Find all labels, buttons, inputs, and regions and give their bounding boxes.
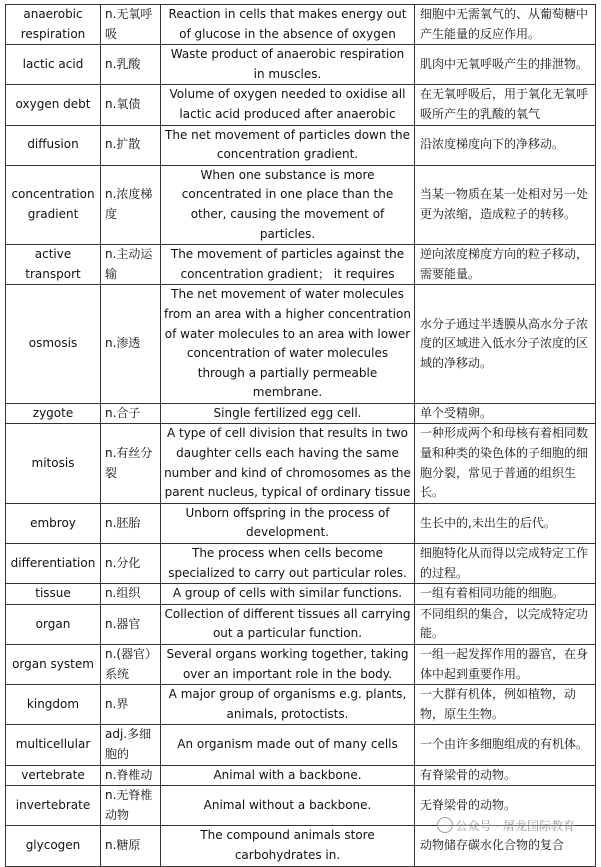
definition-cell: Animal with a backbone.: [161, 765, 415, 786]
chinese-definition-cell: 逆向浓度梯度方向的粒子移动，需要能量。: [415, 245, 596, 285]
definition-cell: The movement of particles against the concentration gradient； it requires: [161, 245, 415, 285]
table-row: [6, 604, 596, 644]
definition-cell: A major group of organisms e.g. plants, animals, protoctists.: [161, 685, 415, 725]
definition-cell: The net movement of water molecules from an area with a higher concentration of water molecules to an area with lower concentration of water molecules through a partially permeable membrane.: [161, 285, 415, 404]
term-cell: mitosis: [6, 424, 101, 503]
definition-cell: Several organs working together, taking over an important role in the body.: [161, 645, 415, 685]
chinese-definition-cell: 当某一物质在某一处相对另一处更为浓缩，造成粒子的转移。: [415, 165, 596, 244]
term-cell: glycogen: [6, 826, 101, 866]
chinese-definition-cell: 一组一起发挥作用的器官，在身体中起到重要作用。: [415, 645, 596, 685]
table-row: [6, 584, 596, 605]
term-cell: diffusion: [6, 125, 101, 165]
chinese-definition-cell: 一个由许多细胞组成的有机体。: [415, 725, 596, 765]
definition-cell: Waste product of anaerobic respiration in muscles.: [161, 45, 415, 85]
chinese-definition-cell: 生长中的,未出生的后代。: [415, 503, 596, 543]
table-row: [6, 645, 596, 685]
chinese-definition-cell: 一大群有机体，例如植物，动物，原生生物。: [415, 685, 596, 725]
term-cell: osmosis: [6, 285, 101, 404]
term-cell: zygote: [6, 403, 101, 424]
definition-cell: Unborn offspring in the process of development.: [161, 503, 415, 543]
definition-cell: Collection of different tissues all carrying out a particular function.: [161, 604, 415, 644]
chinese-definition-cell: 一组有着相同功能的细胞。: [415, 584, 596, 605]
definition-cell: The compound animals store carbohydrates in.: [161, 826, 415, 866]
pos-cell: n.界: [101, 685, 161, 725]
watermark-text: 公众号 · 屠龙国际教育: [455, 819, 575, 833]
pos-cell: n.浓度梯度: [101, 165, 161, 244]
pos-cell: n.组织: [101, 584, 161, 605]
definition-cell: Volume of oxygen needed to oxidise all lactic acid produced after anaerobic: [161, 85, 415, 125]
pos-cell: n.(器官）系统: [101, 645, 161, 685]
table-row: [6, 5, 596, 45]
term-cell: organ: [6, 604, 101, 644]
table-row: [6, 424, 596, 503]
chinese-definition-cell: 有脊梁骨的动物。: [415, 765, 596, 786]
table-row: [6, 45, 596, 85]
chinese-definition-cell: 无脊梁骨的动物。: [415, 786, 596, 826]
chinese-definition-cell: 单个受精卵。: [415, 403, 596, 424]
term-cell: kingdom: [6, 685, 101, 725]
definition-cell: Reaction in cells that makes energy out of glucose in the absence of oxygen: [161, 5, 415, 45]
term-cell: multicellular: [6, 725, 101, 765]
pos-cell: n.有丝分裂: [101, 424, 161, 503]
term-cell: invertebrate: [6, 786, 101, 826]
definition-cell: The process when cells become specialized to carry out particular roles.: [161, 544, 415, 584]
pos-cell: n.无氧呼吸: [101, 5, 161, 45]
table-row: [6, 165, 596, 244]
table-row: [6, 503, 596, 543]
definition-cell: Single fertilized egg cell.: [161, 403, 415, 424]
pos-cell: n.合子: [101, 403, 161, 424]
term-cell: anaerobic respiration: [6, 5, 101, 45]
definition-cell: When one substance is more concentrated in one place than the other, causing the movement of particles.: [161, 165, 415, 244]
definition-cell: The net movement of particles down the concentration gradient.: [161, 125, 415, 165]
chinese-definition-cell: 细胞特化从而得以完成特定工作的过程。: [415, 544, 596, 584]
term-cell: differentiation: [6, 544, 101, 584]
term-cell: tissue: [6, 584, 101, 605]
pos-cell: n.器官: [101, 604, 161, 644]
chinese-definition-cell: 肌肉中无氧呼吸产生的排泄物。: [415, 45, 596, 85]
term-cell: lactic acid: [6, 45, 101, 85]
pos-cell: n.主动运输: [101, 245, 161, 285]
table-row: [6, 125, 596, 165]
chinese-definition-cell: 一种形成两个和母核有着相同数量和种类的染色体的子细胞的细胞分裂，常见于普通的组织生长。: [415, 424, 596, 503]
table-row: [6, 403, 596, 424]
pos-cell: n.无脊椎动物: [101, 786, 161, 826]
chinese-definition-cell: 细胞中无需氧气的、从葡萄糖中产生能量的反应作用。: [415, 5, 596, 45]
definition-cell: Animal without a backbone.: [161, 786, 415, 826]
term-cell: concentration gradient: [6, 165, 101, 244]
pos-cell: n.分化: [101, 544, 161, 584]
table-row: [6, 725, 596, 765]
chinese-definition-cell: 水分子通过半透膜从高水分子浓度的区域进入低水分子浓度的区域的净移动。: [415, 285, 596, 404]
definition-cell: A type of cell division that results in two daughter cells each having the same number and kind of chromosomes as the parent nucleus, typical of ordinary tissue: [161, 424, 415, 503]
table-row: [6, 544, 596, 584]
table-row: [6, 285, 596, 404]
pos-cell: n.渗透: [101, 285, 161, 404]
pos-cell: n.氧债: [101, 85, 161, 125]
term-cell: embroy: [6, 503, 101, 543]
pos-cell: n.胚胎: [101, 503, 161, 543]
wechat-icon: [437, 817, 453, 833]
pos-cell: adj.多细胞的: [101, 725, 161, 765]
pos-cell: n.糖原: [101, 826, 161, 866]
pos-cell: n.乳酸: [101, 45, 161, 85]
chinese-definition-cell: 沿浓度梯度向下的净移动。: [415, 125, 596, 165]
vocabulary-table: [5, 4, 596, 867]
term-cell: oxygen debt: [6, 85, 101, 125]
chinese-definition-cell: 动物储存碳水化合物的复合: [415, 826, 596, 866]
pos-cell: n.扩散: [101, 125, 161, 165]
term-cell: organ system: [6, 645, 101, 685]
pos-cell: n.脊椎动: [101, 765, 161, 786]
definition-cell: An organism made out of many cells: [161, 725, 415, 765]
chinese-definition-cell: 不同组织的集合，以完成特定功能。: [415, 604, 596, 644]
table-row: [6, 685, 596, 725]
term-cell: vertebrate: [6, 765, 101, 786]
definition-cell: A group of cells with similar functions.: [161, 584, 415, 605]
table-row: [6, 245, 596, 285]
table-row: [6, 85, 596, 125]
watermark: [437, 817, 575, 834]
chinese-definition-cell: 在无氧呼吸后，用于氧化无氧呼吸所产生的乳酸的氧气: [415, 85, 596, 125]
term-cell: active transport: [6, 245, 101, 285]
table-row: [6, 765, 596, 786]
vocabulary-table-body: [6, 5, 596, 867]
